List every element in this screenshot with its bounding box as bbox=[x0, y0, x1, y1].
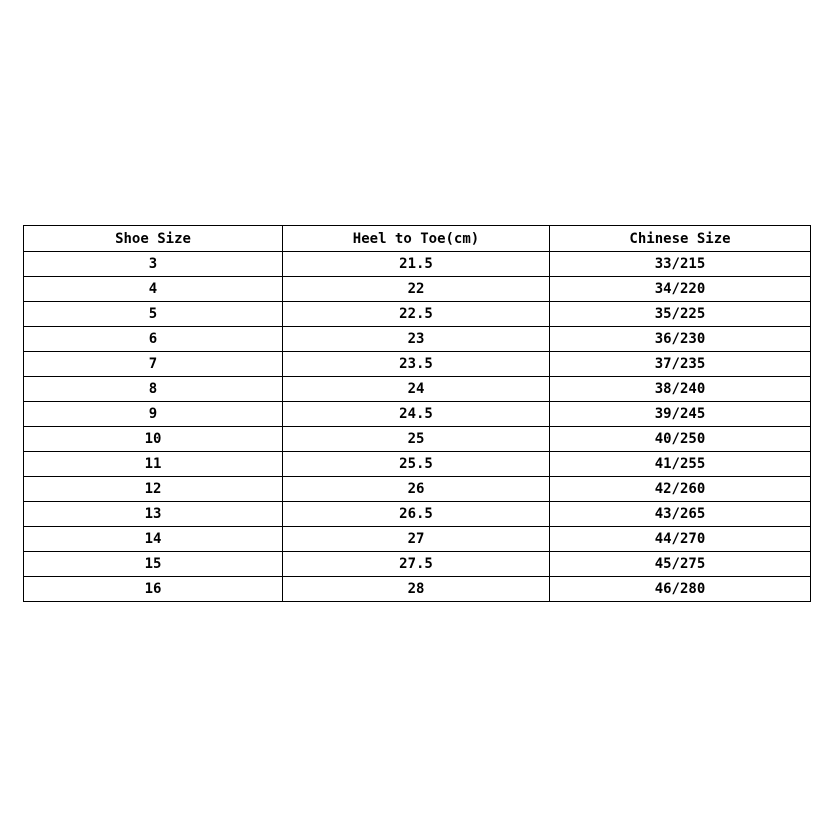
shoe-size-cell: 7 bbox=[24, 352, 283, 377]
shoe-size-cell: 12 bbox=[24, 477, 283, 502]
heel-to-toe-cell: 22.5 bbox=[283, 302, 550, 327]
table-row bbox=[24, 502, 811, 527]
heel-to-toe-cell: 26 bbox=[283, 477, 550, 502]
shoe-size-cell: 10 bbox=[24, 427, 283, 452]
chinese-size-cell: 41/255 bbox=[550, 452, 811, 477]
heel-to-toe-cell: 23.5 bbox=[283, 352, 550, 377]
heel-to-toe-cell: 21.5 bbox=[283, 252, 550, 277]
table-row bbox=[24, 527, 811, 552]
table-row bbox=[24, 352, 811, 377]
shoe-size-cell: 11 bbox=[24, 452, 283, 477]
table-row bbox=[24, 477, 811, 502]
table-row bbox=[24, 452, 811, 477]
table-row bbox=[24, 552, 811, 577]
table-row bbox=[24, 302, 811, 327]
shoe-size-cell: 4 bbox=[24, 277, 283, 302]
table-row bbox=[24, 577, 811, 602]
chinese-size-cell: 33/215 bbox=[550, 252, 811, 277]
chinese-size-cell: 37/235 bbox=[550, 352, 811, 377]
size-chart-table bbox=[23, 225, 811, 602]
shoe-size-cell: 15 bbox=[24, 552, 283, 577]
table-row bbox=[24, 327, 811, 352]
table-row bbox=[24, 402, 811, 427]
header-row bbox=[24, 226, 811, 252]
shoe-size-cell: 3 bbox=[24, 252, 283, 277]
table-row bbox=[24, 252, 811, 277]
chinese-size-cell: 46/280 bbox=[550, 577, 811, 602]
heel-to-toe-cell: 23 bbox=[283, 327, 550, 352]
chinese-size-cell: 34/220 bbox=[550, 277, 811, 302]
table-row bbox=[24, 277, 811, 302]
header-shoe-size: Shoe Size bbox=[24, 226, 283, 252]
chinese-size-cell: 42/260 bbox=[550, 477, 811, 502]
heel-to-toe-cell: 28 bbox=[283, 577, 550, 602]
chinese-size-cell: 39/245 bbox=[550, 402, 811, 427]
chinese-size-cell: 45/275 bbox=[550, 552, 811, 577]
shoe-size-cell: 6 bbox=[24, 327, 283, 352]
heel-to-toe-cell: 26.5 bbox=[283, 502, 550, 527]
chinese-size-cell: 43/265 bbox=[550, 502, 811, 527]
shoe-size-cell: 16 bbox=[24, 577, 283, 602]
chinese-size-cell: 44/270 bbox=[550, 527, 811, 552]
chinese-size-cell: 35/225 bbox=[550, 302, 811, 327]
chinese-size-cell: 36/230 bbox=[550, 327, 811, 352]
shoe-size-cell: 13 bbox=[24, 502, 283, 527]
header-heel-to-toe: Heel to Toe(cm) bbox=[283, 226, 550, 252]
table-header bbox=[24, 226, 811, 252]
table-row bbox=[24, 377, 811, 402]
shoe-size-cell: 8 bbox=[24, 377, 283, 402]
chinese-size-cell: 38/240 bbox=[550, 377, 811, 402]
shoe-size-cell: 9 bbox=[24, 402, 283, 427]
heel-to-toe-cell: 27 bbox=[283, 527, 550, 552]
header-chinese-size: Chinese Size bbox=[550, 226, 811, 252]
heel-to-toe-cell: 25.5 bbox=[283, 452, 550, 477]
table-body bbox=[24, 252, 811, 602]
chinese-size-cell: 40/250 bbox=[550, 427, 811, 452]
heel-to-toe-cell: 25 bbox=[283, 427, 550, 452]
heel-to-toe-cell: 22 bbox=[283, 277, 550, 302]
heel-to-toe-cell: 24.5 bbox=[283, 402, 550, 427]
shoe-size-cell: 5 bbox=[24, 302, 283, 327]
heel-to-toe-cell: 27.5 bbox=[283, 552, 550, 577]
table-row bbox=[24, 427, 811, 452]
heel-to-toe-cell: 24 bbox=[283, 377, 550, 402]
shoe-size-cell: 14 bbox=[24, 527, 283, 552]
